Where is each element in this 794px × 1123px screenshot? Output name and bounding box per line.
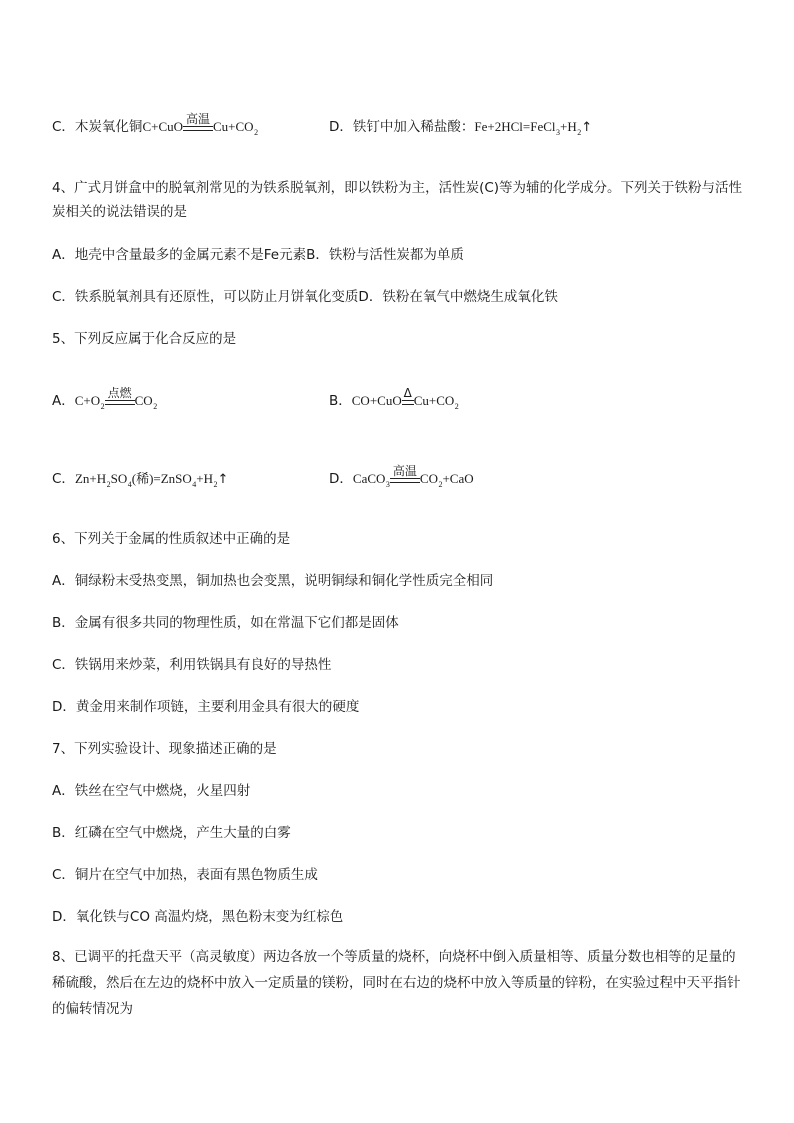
eq-part: +CaO xyxy=(442,471,474,486)
q5-option-a xyxy=(52,386,158,412)
eq-part: Zn+H xyxy=(74,471,107,486)
equation xyxy=(74,471,218,489)
q7-option-c: C．铜片在空气中加热，表面有黑色物质生成 xyxy=(52,867,318,883)
option-label: D． xyxy=(329,471,353,487)
q6-option-a: A．铜绿粉末受热变黑，铜加热也会变黑，说明铜绿和铜化学性质完全相同 xyxy=(52,573,494,589)
equation xyxy=(474,119,582,137)
subscript: 2 xyxy=(106,480,111,489)
q7-option-b: B．红磷在空气中燃烧，产生大量的白雾 xyxy=(52,825,291,841)
equation xyxy=(74,386,158,411)
equation xyxy=(142,112,259,137)
q4-stem: 4、广式月饼盒中的脱氧剂常见的为铁系脱氧剂，即以铁粉为主，活性炭(C)等为辅的化学成分。下列关于铁粉与活性炭相关的说法错误的是 xyxy=(52,180,743,220)
subscript: 2 xyxy=(100,402,105,411)
condition-high-temp xyxy=(390,464,420,488)
eq-part: CO xyxy=(419,471,438,486)
equation xyxy=(351,386,459,411)
subscript: 2 xyxy=(153,402,158,411)
eq-part: CO+CuO xyxy=(351,393,402,408)
gas-arrow-icon: ↑ xyxy=(217,472,229,487)
option-label: C．木炭氧化铜 xyxy=(52,119,143,135)
subscript: 2 xyxy=(577,128,582,137)
q5-option-c xyxy=(52,470,228,490)
eq-part: (稀)=ZnSO xyxy=(131,471,192,486)
eq-part: C+O xyxy=(74,393,101,408)
condition-text: 高温 xyxy=(185,112,210,126)
eq-part: +H xyxy=(560,119,577,134)
subscript: 2 xyxy=(438,480,443,489)
condition-text: 高温 xyxy=(392,464,417,478)
equation xyxy=(352,464,474,489)
q5-option-b xyxy=(329,386,459,412)
q6-option-b: B．金属有很多共同的物理性质，如在常温下它们都是固体 xyxy=(52,615,399,631)
equals-bars xyxy=(402,400,414,405)
condition-high-temp xyxy=(183,112,213,136)
option-label: C． xyxy=(52,471,75,487)
q7-option-a: A．铁丝在空气中燃烧，火星四射 xyxy=(52,783,251,799)
equals-bars xyxy=(183,126,213,131)
equals-bars xyxy=(105,400,135,405)
eq-part: +H xyxy=(196,471,214,486)
q4-row-cd: C．铁系脱氧剂具有还原性，可以防止月饼氧化变质D．铁粉在氧气中燃烧生成氧化铁 xyxy=(52,289,558,305)
q3-option-d xyxy=(329,118,592,138)
condition-text: 点燃 xyxy=(107,386,132,400)
equals-bars xyxy=(390,478,420,483)
q7-option-d: D．氧化铁与CO 高温灼烧，黑色粉末变为红棕色 xyxy=(52,909,344,925)
option-label: B． xyxy=(329,393,352,409)
condition-ignite xyxy=(105,386,135,410)
eq-part: CO xyxy=(134,393,153,408)
q8-stem: 8、已调平的托盘天平（高灵敏度）两边各放一个等质量的烧杯，向烧杯中倒入质量相等、质量分数也相等的足量的稀硫酸，然后在左边的烧杯中放入一定质量的镁粉，同时在右边的烧杯中放入等质量的锌粉，在实验过程中天平指针的偏转情况为 xyxy=(52,949,741,1017)
q5-option-d xyxy=(329,464,474,490)
subscript: 2 xyxy=(254,128,259,137)
option-label: A． xyxy=(52,393,75,409)
eq-part: SO xyxy=(110,471,128,486)
q4-row-ab: A．地壳中含量最多的金属元素不是Fe元素B．铁粉与活性炭都为单质 xyxy=(52,247,464,263)
products: Cu+CO xyxy=(213,119,254,134)
eq-part: Cu+CO xyxy=(413,393,455,408)
q5-stem: 5、下列反应属于化合反应的是 xyxy=(52,331,237,347)
condition-text: Δ xyxy=(403,386,412,400)
q6-option-d: D．黄金用来制作项链，主要利用金具有很大的硬度 xyxy=(52,699,360,715)
q3-option-c xyxy=(52,112,259,138)
subscript: 2 xyxy=(213,480,218,489)
subscript: 4 xyxy=(127,480,132,489)
subscript: 2 xyxy=(454,402,459,411)
eq-part: Fe+2HCl=FeCl xyxy=(474,119,556,134)
eq-part: CaCO xyxy=(352,471,386,486)
subscript: 3 xyxy=(385,480,390,489)
q6-option-c: C．铁锅用来炒菜，利用铁锅具有良好的导热性 xyxy=(52,657,332,673)
q7-stem: 7、下列实验设计、现象描述正确的是 xyxy=(52,741,277,757)
gas-arrow-icon: ↑ xyxy=(581,120,593,135)
subscript: 3 xyxy=(556,128,561,137)
subscript: 4 xyxy=(192,480,197,489)
reactants: C+CuO xyxy=(142,119,183,134)
option-label: D．铁钉中加入稀盐酸： xyxy=(329,119,475,135)
condition-heat xyxy=(402,386,414,410)
q6-stem: 6、下列关于金属的性质叙述中正确的是 xyxy=(52,531,291,547)
